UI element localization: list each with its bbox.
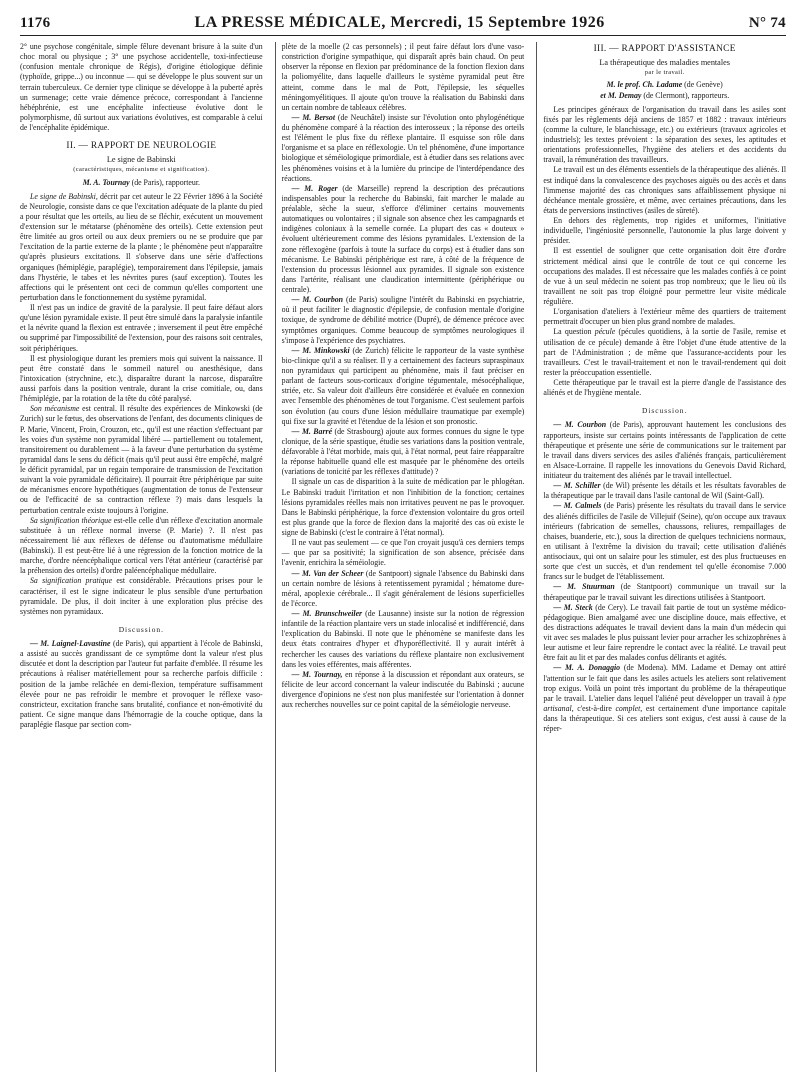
author-name: M. le prof. Ch. Ladame — [606, 80, 683, 90]
rapporteur — [543, 80, 786, 90]
emphasis: Sa signification pratique — [30, 576, 113, 586]
speaker-name: — M. Courbon — [291, 295, 344, 305]
paragraph — [282, 113, 525, 184]
paragraph-text: , c'est-à-dire — [571, 703, 616, 713]
paragraph-text: (de Modena). MM. Ladame et Demay ont attiré l'attention sur le fait que dans les asiles actuels les ateliers sont relativement trop exigus. Voilà un point très important du problème de la thérapeutique par le travail. L'atelier dans lequel l'aliéné peut développer un travail à — [543, 663, 786, 703]
paragraph-text: (de Santpoort) signale l'absence du Babinski dans un certain nombre de lésions à retentissement pyramidal ; hématome dure-méral, apoplexie cérébrale... Il s'agit généralement de lésions superficielles de l'écorce. — [281, 568, 525, 608]
emphasis: type artisanal — [543, 693, 786, 713]
paragraph: Le travail est un des éléments essentiels de la thérapeutique des aliénés. Il est indiqué dans la convalescence des psychoses aiguës ou des accès et dans l'immense majorité des cas chroniques sans affaiblissement physique ni déchéance mentale grossière, et même, avec certaines précautions, dans les états de perversions instinctives (asiles de sûreté). — [543, 165, 786, 215]
journal-name: LA PRESSE MÉDICALE, — [194, 14, 386, 31]
paragraph-text: (de Neuchâtel) insiste sur l'évolution onto phylogénétique du phénomène comparé à la réaction des interosseux ; la réponse des orteils est l'élément le plus fixe du réflexe plantaire. Il esquisse son rôle dans l'organisme et sa place en réflexologie. Un tel phénomène, d'une importance biologique et séméiologique primordiale, est à étudier dans ses relations avec les phénomènes voisins et à la lumière du principe de l'interdépendance des réactions. — [281, 112, 525, 183]
paragraph — [282, 609, 525, 670]
author-affiliation: (de Paris), rapporteur. — [129, 177, 200, 187]
paragraph-text: est-elle celle d'un réflexe d'excitation anormale substituée à un réflexe normal inverse (P. Marie) ?. Il n'est pas nécessairement lié aux réflexes de défense ou d'automatisme médullaire (Babinski). Il est peut-être lié à une régression de la fonction motrice de la marche, d'ordre néencéphalique cortical vers l'état antérieur (caractérisé par la préhension des orteils) d'ordre paléencéphalique médullaire. — [20, 515, 263, 576]
author-affiliation: (de Clermont), rapporteurs. — [641, 90, 730, 100]
emphasis: Sa signification théorique — [30, 515, 112, 525]
paragraph: Il n'est pas un indice de gravité de la paralysie. Il peut faire défaut alors qu'une lésion pyramidale existe. Il peut être simulé dans la paralysie infantile et la névrite quand la flexion est entravée ; inversement il peut être empêché ou supprimé par l'impossibilité de l'extension, pour des raisons soit centrales, soit périphériques. — [20, 303, 263, 353]
paragraph-text: La question — [553, 327, 595, 337]
paragraph-text: (de Paris) souligne l'intérêt du Babinski en psychiatrie, où il peut faciliter le diagnostic d'épilepsie, de confusion mentale d'origine toxique, de syndrome de débilité motrice (Dupré), de démence précoce avec symptômes organiques. Comme beaucoup de symptômes neurologiques il s'impose à l'expérience des psychiatres. — [281, 295, 525, 345]
speaker-name: — M. Bersot — [291, 112, 336, 122]
paragraph-text: en réponse à la discussion et répondant aux orateurs, se félicite de leur accord concernant la valeur indiscutée du Babinski ; aucune divergence d'opinions ne s'est non plus manifestée sur l'orientation à donner aux recherches nouvelles sur ce point capital de la séméiologie nerveuse. — [281, 669, 525, 710]
emphasis: Le signe de Babinski, — [30, 191, 98, 201]
speaker-name: — M. Laignel-Lavastine — [30, 639, 111, 648]
paragraph-text: décrit par cet auteur le 22 Février 1896 à la Société de Neurologie, consiste dans ce que l'excitation adéquate de la plante du pied a pour résultat que les orteils, au lieu de se fléchir, exécutent un mouvement d'extension sur le métatarse (phénomène des orteils). Cette extension peut être limitée au gros orteil ou aux deux premiers ou ne se produire que par l'excitation de la partie externe de la plante ; le phénomène peut n'apparaître qu'après plusieurs excitations. Il s'observe dans une série d'affections organiques (hémiplégie, paraplégie), temporairement dans l'épilepsie, jamais dans l'hystérie, le tabes et les névrites pures (sauf exception). Toutes les affections qui le présentent ont ceci de commun qu'elles comportent une perturbation dans le fonctionnement du système pyramidal. — [20, 191, 263, 302]
paragraph: Il signale un cas de disparition à la suite de médication par le phlogétan. Le Babinski traduit l'irritation et non l'inhibition de la fonction; certaines lésions pyramidales réelles mais non irritatives peuvent ne pas le provoquer. Dans le Babinski périphérique, la force d'extension volontaire du gros orteil est plus grande que la force de flexion dans la majorité des cas où existe le signe de Babinski (c'est le contraire à l'état normal). — [281, 477, 525, 537]
rapporteur — [543, 91, 786, 101]
paragraph: L'organisation d'ateliers à l'extérieur même des quartiers de traitement permettrait d'occuper un bien plus grand nombre de malades. — [543, 307, 786, 327]
issue-number: N° 74 — [748, 15, 786, 31]
paragraph-text: est central. Il résulte des expériences de Minkowski (de Zurich) sur le fœtus, des observations de l'enfant, des documents cliniques de P. Marie, Vincent, Froin, Crouzon, etc., qu'il est une réaction s'effectuant par les voies d'un système non pyramidal libéré — partiellement ou totalement, transitoirement ou durablement — à la faveur d'une perturbation du système pyramidal dans le sens du déficit (mais qu'il peut aussi être empêché, malgré le déficit pyramidal, par un regain temporaire de transmission de l'excitation suivant la voie pyramidale déficitaire). Il pourrait être périphérique par suite de mécanismes encore hypothétiques (augmentation de tonus de l'extenseur ou de l'efficacité de sa contraction réflexe ?) mais dans lesquels la perturbation centrale existe toujours à l'origine. — [20, 404, 263, 515]
page-header — [20, 14, 786, 32]
paragraph — [543, 327, 786, 378]
discussion-heading: Discussion. — [642, 406, 688, 416]
speaker-name: — M. Stuurman — [553, 582, 615, 592]
journal-title — [195, 14, 605, 32]
speaker-name: — M. Minkowski — [291, 345, 350, 355]
paragraph — [543, 582, 786, 602]
author-name: M. A. Tournay — [82, 177, 130, 187]
speaker-name: — M. Barré — [291, 426, 333, 436]
header-rule — [20, 35, 786, 36]
paragraph — [543, 481, 786, 501]
issue-date: Mercredi, 15 Septembre 1926 — [390, 14, 605, 31]
section-subtitle-detail: (caractéristiques, mécanisme et signification). — [73, 166, 210, 174]
author-affiliation: (de Genève) — [682, 80, 723, 90]
column-1 — [20, 42, 263, 1072]
section-subtitle: Le signe de Babinski — [106, 155, 176, 165]
text-columns — [20, 42, 786, 1072]
paragraph — [282, 346, 525, 427]
paragraph — [20, 192, 263, 303]
paragraph-text: (de Marseille) reprend la description des précautions indispensables pour la recherche du Babinski, fait marcher le malade au préalable, sèche la sueur, s'efforce d'éliminer certains mouvements automatiques ou volontaires ; il signale son absence chez les campagnards et indigènes coloniaux à la semelle cornée. La plupart des cas « douteux » évoluent ultérieurement comme des lésions pyramidales. L'extension de la zone réflexogène (parfois à toute la surface du corps) est à étudier dans son mécanisme. Le Babinski périphérique est rare, à côté de la fréquence de l'extension du processus lésionnel aux pyramides. Il signale son existence dans l'artérite, réalisant une claudication intermittente (périphérique ou centrale). — [281, 183, 525, 294]
paragraph — [543, 501, 786, 582]
paragraph — [20, 639, 263, 730]
paragraph: En dehors des règlements, trop rigides et uniformes, l'initiative individuelle, l'ingéniosité personnelle, l'autonomie la plus large doivent y présider. — [543, 216, 786, 246]
paragraph — [20, 516, 263, 577]
column-2 — [275, 42, 525, 1072]
speaker-name: — M. Roger — [291, 183, 338, 193]
speaker-name: — M. Schiller — [553, 481, 601, 491]
paragraph — [20, 576, 263, 617]
paragraph — [543, 420, 786, 481]
paragraph — [282, 184, 525, 295]
paragraph — [543, 663, 786, 734]
paragraph — [20, 404, 263, 515]
paragraph — [543, 603, 786, 664]
section-subtitle: La thérapeutique des maladies mentales — [599, 58, 730, 68]
section-title: III. — RAPPORT D'ASSISTANCE — [593, 44, 736, 54]
paragraph-text: (de Paris) présente les résultats du travail dans le service des aliénés difficiles de l'asile de Villejuif (Seine), qu'on occupe aux travaux intérieurs (fabrication de semelles, chaussons, reliures, rempaillages de chaises, buanderie, etc.), sous la direction de quelques techniciens normaux, en utilisant à l'extrême la division du travail; cette utilisation d'aliénés antisociaux, qui ont un salaire pour les stimuler, est des plus fructueuses en sorte que c'est un succès, et d'un rendement tel qu'elle économise 7.000 francs sur le budget de l'établissement. — [543, 501, 786, 582]
column-3 — [536, 42, 786, 1072]
speaker-name: — M. Van der Scheer — [291, 568, 364, 578]
paragraph: 2° une psychose congénitale, simple fêlure devenant brisure à la suite d'un choc moral ou physique ; 3° une psychose accidentelle, toxi-infectieuse (confusion mentale chronique de Régis), d'origine étiologique définie (typhoïde, grippe...) ou inconnue — qui se développe le plus souvent sur un terrain tuberculeux. Ce dernier type clinique se développe à la puberté après un surmenage; cette vraie démence précoce, correspondant à l'ancienne hébéphrénie, est une encéphalite infectieuse évolutive dont le polymorphisme, dû surtout aux variations évolutives, est comparable à celui de l'encéphalite épidémique. — [20, 42, 263, 132]
emphasis: pécule — [594, 327, 616, 337]
paragraph-text: (de Lausanne) insiste sur la notion de régression infantile de la réaction plantaire vers un stade inlocalisé et indifférencié, dans l'explication du Babinski. Il note que le phénomène se manifeste dans les deux états contraires d'hyper et d'hyporéflectivité. Il y aurait intérêt à rechercher les causes des variations du réflexe plantaire non exclusivement dans les voies efférentes, mais afférentes. — [281, 609, 525, 669]
discussion-heading: Discussion. — [118, 624, 164, 634]
paragraph — [282, 295, 525, 346]
paragraph-text: est considérable. Précautions prises pour le caractériser, il est le signe indicateur le plus sensible d'une perturbation pyramidale. De plus, il doit inciter à une exploration plus précise des systèmes non pyramidaux. — [20, 576, 263, 616]
paragraph-text: , est certainement d'une importance capitale dans la thérapeutique. Si ces ateliers sont exigus, c'est aussi à cause de la réper- — [543, 703, 786, 734]
paragraph-text: (de Strasbourg) ajoute aux formes connues du signe le type clonique, de la série spastique, étudie ses variations dans la position ventrale, défavorable à l'état morbide, mais qui, à l'état normal, peut faire réapparaître la réponse habituelle quand elle est masquée par le phénomène des orteils (variations de tonicité par les réflexes d'attitude) ? — [281, 426, 525, 477]
paragraph — [282, 670, 525, 711]
paragraph-text: (de Stantpoort) communique un travail sur la thérapeutique par le travail suivant les directions utilisées à Stantpoort. — [543, 582, 786, 602]
paragraph: Les principes généraux de l'organisation du travail dans les asiles sont fixés par les règlements déjà anciens de 1857 et 1882 : travaux intérieurs (comme la culture, le blanchissage, etc.) ou extérieurs (travaux agricoles et industriels); les textes prévoient : la séparation des sexes, les aptitudes et orientations professionnelles, l'hygiène des ateliers et des accidents du travail, la rémunération des travailleurs. — [543, 104, 786, 165]
page-number: 1176 — [20, 15, 51, 31]
paragraph-text: (de Paris), approuvant hautement les conclusions des rapporteurs, insiste sur certains points intéressants de l'application de cette thérapeutique et présente une série de communications sur le traitement par le travail dans divers services des asiles d'aliénés français, particulièrement en Alsace-Lorraine. Il rappelle les innovations du Genevois David Richard, initiateur du traitement des aliénés par le travail intellectuel. — [543, 420, 786, 480]
speaker-name: — M. A. Donaggio — [553, 663, 621, 673]
speaker-name: — M. Steck — [553, 602, 593, 612]
speaker-name: — M. Tournay, — [291, 669, 343, 679]
paragraph-text: (de Wil) présente les détails et les résultats favorables de la thérapeutique par le travail dans l'asile cantonal de Wil (Saint-Gall). — [543, 481, 786, 501]
paragraph — [282, 427, 525, 478]
speaker-name: — M. Courbon — [553, 420, 607, 430]
speaker-name: — M. Calmels — [553, 501, 602, 511]
paragraph-text: (pécules quotidiens, à la sortie de l'asile, remise et utilisation de ce pécule) demande à être l'objet d'une étude attentive de la part de l'Administration ; de même que l'assurance-accidents pour les travailleurs. C'est le travail-traitement et non le travail-rendement qui doit rester la préoccupation essentielle. — [543, 327, 786, 377]
paragraph-text: (de Cery). Le travail fait partie de tout un système médico-pédagogique. Bien amalgamé avec une discipline douce, mais effective, et des distractions adéquates le travail devient dans la main d'un médecin qui vit avec ses malades le plus puissant levier pour arracher les schizophrènes à leur autisme et leur faire reprendre le contact avec la réalité. Le travail peut être fait au lit et par des malades confus délirants et agités. — [543, 602, 786, 663]
paragraph — [282, 569, 525, 610]
section-subtitle-detail: par le travail. — [644, 69, 685, 77]
paragraph: Il est physiologique durant les premiers mois qui suivent la naissance. Il peut être constaté dans le sommeil naturel ou anesthésique, dans l'intoxication (strychnine, etc.), disparaître durant la narcose, disparaître aussi parfois dans la position ventrale, durant la crise comitiale, ou, dans l'hémiplégie, par la rotation de la tête du côté paralysé. — [20, 353, 263, 404]
paragraph-text: (de Paris), qui appartient à l'école de Babinski, a assisté au succès grandissant de ce symptôme dont la valeur n'est plus discutée et dont la description par l'auteur fut parfaite d'emblée. Il résume les précautions à réaliser matériellement pour sa recherche parfois difficile : position de la jambe relâchée en demi-flexion, température suffisamment élevée pour ne pas refroidir le membre et provoquer le réflexe vaso-constricteur, excitation franche sans brutalité, confiance et non-émotivité du patient. Ce signe manque dans l'hémorragie de la couche optique, dans la paraplégie flasque par section com- — [20, 639, 263, 729]
rapporteur — [20, 178, 263, 188]
speaker-name: — M. Brunschweiler — [291, 609, 363, 618]
emphasis: complet — [615, 703, 641, 713]
section-title: II. — RAPPORT DE NEUROLOGIE — [66, 141, 217, 152]
paragraph: Il est essentiel de souligner que cette organisation doit être d'ordre strictement médical ainsi que le contrôle de tout ce qui concerne les occupations des malades. Il est nécessaire que les malades confiés à ce point de vue à un seul médecin ne soient pas trop nombreux; que le lieu où ils travaillent ne soit pas trop éloigné pour permettre leur visite médicale régulière. — [543, 246, 786, 306]
author-name: et M. Demay — [600, 90, 642, 100]
paragraph-text: (de Zurich) félicite le rapporteur de la vaste synthèse bio-clinique qu'il a su réaliser. Il y a certainement des facteurs supraspinaux non pyramidaux qui participent au phénomène, mais il faut préciser en parlant de facteurs sous-corticaux d'origine tégumentale, mésocéphalique, striée, etc. Sa valeur doit d'ailleurs être considérée et évaluée en connexion avec l'ensemble des phénomènes de tout l'organisme. C'est seulement parfois son évolution (au cours d'une lésion médullaire traumatique par exemple) qui fixe sur la gravité et l'étendue de la lésion et son pronostic. — [281, 345, 525, 426]
emphasis: Son mécanisme — [30, 404, 80, 414]
paragraph: plète de la moelle (2 cas personnels) ; il peut faire défaut lors d'une vaso-constriction d'origine sympathique, qui disparaît après bain chaud. On peut observer la réponse en flexion par prédominance de la fonction flexion dans la poliomyélite, dans laquelle d'ailleurs le système pyramidal peut être atteint, comme dans le mal de Pott, l'épilepsie, les séquelles méningomyélitiques. Il ajoute qu'on trouve la réalisation du Babinski dans un certain nombre de tableaux célèbres. — [281, 42, 525, 112]
paragraph: Il ne vaut pas seulement — ce que l'on croyait jusqu'à ces derniers temps — que par sa positivité; la signification de son absence, précisée dans l'avenir, enrichira la séméiologie. — [281, 538, 525, 568]
paragraph: Cette thérapeutique par le travail est la pierre d'angle de l'assistance des aliénés et de l'hygiène mentale. — [543, 378, 786, 398]
